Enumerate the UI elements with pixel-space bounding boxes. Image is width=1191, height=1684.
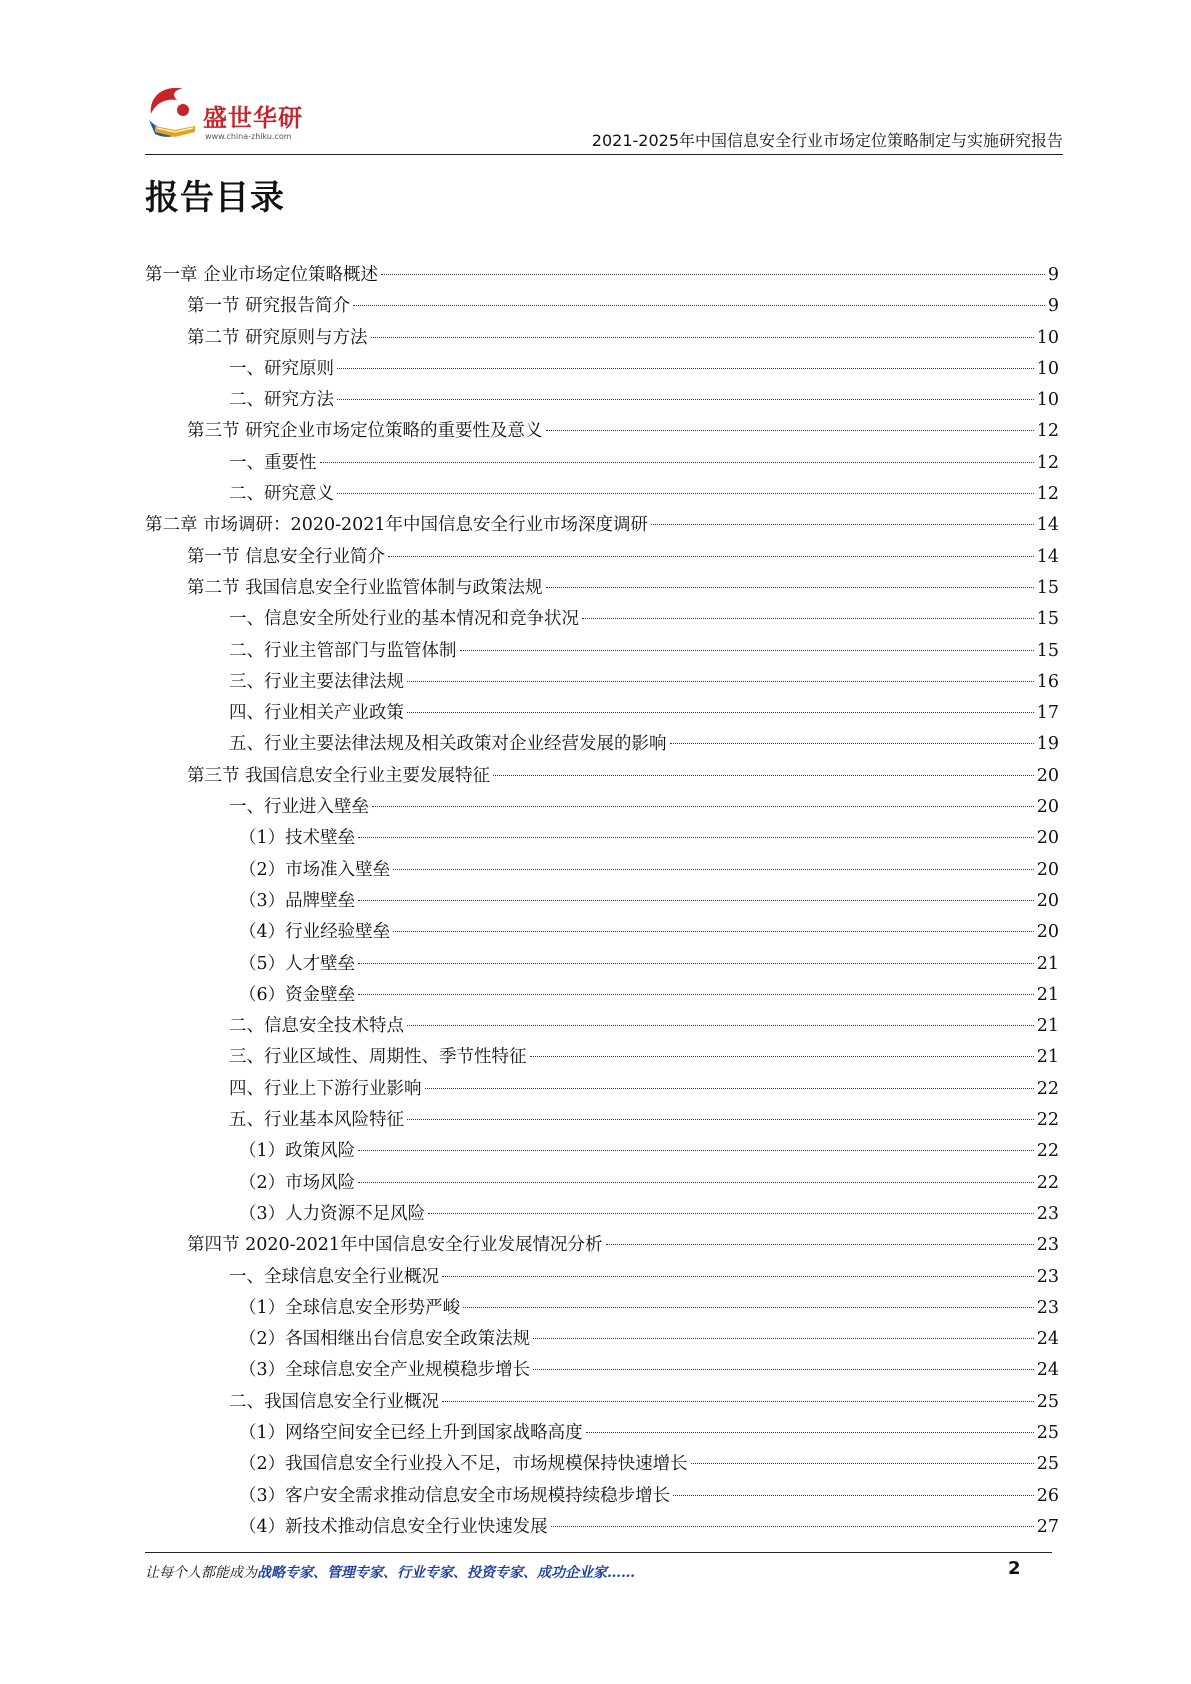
- toc-entry-title: 一、研究原则: [229, 358, 334, 379]
- page-header: [145, 82, 1063, 160]
- toc-dot-leader: [442, 1401, 1034, 1402]
- toc-entry[interactable]: [145, 604, 1059, 635]
- toc-dot-leader: [463, 1307, 1034, 1308]
- toc-entry[interactable]: [145, 667, 1059, 698]
- toc-dot-leader: [407, 1025, 1034, 1026]
- toc-page-number: 21: [1036, 953, 1059, 974]
- toc-page-number: 12: [1036, 484, 1059, 505]
- toc-entry-title: 二、研究方法: [229, 390, 334, 411]
- toc-dot-leader: [353, 305, 1045, 306]
- toc-entry-title: 第二节 研究原则与方法: [187, 327, 368, 348]
- toc-entry[interactable]: [145, 1355, 1059, 1386]
- toc-page-number: 15: [1036, 609, 1059, 630]
- toc-entry-title: （2）市场准入壁垒: [239, 859, 391, 880]
- toc-page-number: 21: [1036, 984, 1059, 1005]
- toc-entry[interactable]: [145, 698, 1059, 729]
- toc-entry[interactable]: [145, 1042, 1059, 1073]
- toc-entry[interactable]: [145, 636, 1059, 667]
- toc-page-number: 14: [1036, 546, 1059, 567]
- toc-page-number: 17: [1036, 703, 1059, 724]
- toc-dot-leader: [533, 1338, 1034, 1339]
- toc-entry-title: 二、行业主管部门与监管体制: [229, 640, 457, 661]
- toc-entry-title: 一、重要性: [229, 452, 317, 473]
- toc-entry[interactable]: [145, 291, 1059, 322]
- toc-dot-leader: [407, 1119, 1034, 1120]
- company-logo: [145, 82, 345, 152]
- toc-entry-title: （2）市场风险: [239, 1172, 356, 1193]
- toc-entry-title: （5）人才壁垒: [239, 953, 356, 974]
- toc-entry[interactable]: [145, 729, 1059, 760]
- toc-entry[interactable]: [145, 980, 1059, 1011]
- toc-page-number: 24: [1036, 1329, 1059, 1350]
- toc-page-number: 20: [1036, 797, 1059, 818]
- toc-entry-title: （3）全球信息安全产业规模稳步增长: [239, 1360, 531, 1381]
- toc-page-number: 22: [1036, 1141, 1059, 1162]
- toc-entry-title: 第四节 2020-2021年中国信息安全行业发展情况分析: [187, 1235, 603, 1256]
- toc-entry-title: 二、信息安全技术特点: [229, 1016, 404, 1037]
- toc-entry[interactable]: [145, 1293, 1059, 1324]
- toc-page-number: 25: [1036, 1391, 1059, 1412]
- toc-dot-leader: [651, 524, 1034, 525]
- toc-entry[interactable]: [145, 823, 1059, 854]
- toc-page-number: 23: [1036, 1297, 1059, 1318]
- toc-entry-title: （2）我国信息安全行业投入不足，市场规模保持快速增长: [239, 1454, 688, 1475]
- toc-dot-leader: [533, 1369, 1034, 1370]
- toc-entry-title: 五、行业主要法律法规及相关政策对企业经营发展的影响: [229, 734, 667, 755]
- toc-dot-leader: [407, 712, 1034, 713]
- toc-entry[interactable]: [145, 1168, 1059, 1199]
- toc-entry[interactable]: [145, 1324, 1059, 1355]
- toc-entry[interactable]: [145, 1074, 1059, 1105]
- logo-url: www.china-zhiku.com: [205, 132, 292, 141]
- toc-entry-title: 第二章 市场调研：2020-2021年中国信息安全行业市场深度调研: [145, 515, 649, 536]
- toc-entry-title: 三、行业主要法律法规: [229, 671, 404, 692]
- toc-entry-title: 第三节 研究企业市场定位策略的重要性及意义: [187, 421, 543, 442]
- toc-dot-leader: [388, 556, 1034, 557]
- toc-page-number: 19: [1036, 734, 1059, 755]
- toc-entry-title: 第一节 信息安全行业简介: [187, 546, 386, 567]
- toc-dot-leader: [493, 775, 1034, 776]
- toc-entry-title: 第三节 我国信息安全行业主要发展特征: [187, 765, 491, 786]
- toc-entry[interactable]: [145, 917, 1059, 948]
- toc-entry-title: 四、行业相关产业政策: [229, 703, 404, 724]
- toc-dot-leader: [393, 869, 1034, 870]
- toc-dot-leader: [337, 399, 1034, 400]
- document-title: 2021-2025年中国信息安全行业市场定位策略制定与实施研究报告: [591, 131, 1063, 150]
- footer-divider: [145, 1552, 1052, 1553]
- toc-dot-leader: [606, 1244, 1034, 1245]
- toc-page-number: 15: [1036, 640, 1059, 661]
- toc-entry[interactable]: [145, 354, 1059, 385]
- toc-entry-title: 一、全球信息安全行业概况: [229, 1266, 439, 1287]
- toc-page-number: 21: [1036, 1047, 1059, 1068]
- toc-entry[interactable]: [145, 1136, 1059, 1167]
- toc-entry-title: （3）人力资源不足风险: [239, 1203, 426, 1224]
- toc-entry[interactable]: [145, 542, 1059, 573]
- toc-page-number: 14: [1036, 515, 1059, 536]
- toc-dot-leader: [358, 1150, 1034, 1151]
- toc-dot-leader: [358, 1182, 1034, 1183]
- toc-page-number: 20: [1036, 922, 1059, 943]
- toc-entry-title: 五、行业基本风险特征: [229, 1110, 404, 1131]
- toc-entry[interactable]: [145, 323, 1059, 354]
- toc-entry-title: （3）客户安全需求推动信息安全市场规模持续稳步增长: [239, 1485, 671, 1506]
- toc-dot-leader: [358, 900, 1034, 901]
- toc-entry[interactable]: [145, 1481, 1059, 1512]
- page-number: 2: [1008, 1558, 1021, 1579]
- toc-entry[interactable]: [145, 1449, 1059, 1480]
- toc-entry[interactable]: [145, 949, 1059, 980]
- toc-dot-leader: [673, 1495, 1034, 1496]
- toc-dot-leader: [428, 1213, 1034, 1214]
- toc-dot-leader: [337, 493, 1034, 494]
- slogan-highlight: 战略专家、管理专家、行业专家、投资专家、成功企业家……: [257, 1565, 635, 1581]
- toc-entry-title: （3）品牌壁垒: [239, 890, 356, 911]
- toc-entry[interactable]: [145, 1262, 1059, 1293]
- toc-page-number: 25: [1036, 1422, 1059, 1443]
- toc-page-number: 20: [1036, 765, 1059, 786]
- toc-entry[interactable]: [145, 573, 1059, 604]
- toc-page-number: 12: [1036, 421, 1059, 442]
- toc-entry[interactable]: [145, 479, 1059, 510]
- toc-entry-title: （2）各国相继出台信息安全政策法规: [239, 1329, 531, 1350]
- toc-dot-leader: [582, 618, 1034, 619]
- toc-entry[interactable]: [145, 1230, 1059, 1261]
- logo-name: 盛世华研: [203, 104, 303, 132]
- toc-entry-title: （1）全球信息安全形势严峻: [239, 1297, 461, 1318]
- toc-page-number: 21: [1036, 1016, 1059, 1037]
- toc-entry-title: 第二节 我国信息安全行业监管体制与政策法规: [187, 577, 543, 598]
- toc-entry-title: 四、行业上下游行业影响: [229, 1078, 422, 1099]
- toc-entry[interactable]: [145, 1512, 1059, 1543]
- toc-entry[interactable]: [145, 1387, 1059, 1418]
- toc-dot-leader: [358, 837, 1034, 838]
- toc-dot-leader: [320, 462, 1034, 463]
- toc-page-number: 25: [1036, 1454, 1059, 1475]
- toc-page-number: 22: [1036, 1078, 1059, 1099]
- footer-slogan: [145, 1562, 635, 1582]
- toc-dot-leader: [425, 1088, 1034, 1089]
- toc-page-number: 10: [1036, 327, 1059, 348]
- header-divider: [145, 154, 1063, 155]
- toc-dot-leader: [393, 931, 1034, 932]
- toc-entry[interactable]: [145, 510, 1059, 541]
- toc-entry[interactable]: [145, 886, 1059, 917]
- toc-entry[interactable]: [145, 761, 1059, 792]
- toc-page-number: 20: [1036, 890, 1059, 911]
- toc-dot-leader: [586, 1432, 1034, 1433]
- toc-dot-leader: [407, 681, 1034, 682]
- toc-page-number: 9: [1047, 296, 1059, 317]
- toc-entry[interactable]: [145, 1199, 1059, 1230]
- toc-dot-leader: [530, 1056, 1034, 1057]
- toc-entry-title: （4）新技术推动信息安全行业快速发展: [239, 1516, 548, 1537]
- toc-entry[interactable]: [145, 855, 1059, 886]
- toc-page-number: 15: [1036, 577, 1059, 598]
- toc-entry-title: 一、行业进入壁垒: [229, 797, 369, 818]
- toc-entry[interactable]: [145, 385, 1059, 416]
- toc-page-number: 10: [1036, 358, 1059, 379]
- toc-dot-leader: [358, 994, 1034, 995]
- toc-dot-leader: [691, 1463, 1034, 1464]
- toc-entry-title: 二、我国信息安全行业概况: [229, 1391, 439, 1412]
- toc-entry[interactable]: [145, 260, 1059, 291]
- toc-dot-leader: [381, 274, 1045, 275]
- toc-entry-title: 三、行业区域性、周期性、季节性特征: [229, 1047, 527, 1068]
- toc-entry[interactable]: [145, 1418, 1059, 1449]
- toc-page-number: 26: [1036, 1485, 1059, 1506]
- toc-dot-leader: [546, 430, 1034, 431]
- toc-entry-title: 二、研究意义: [229, 484, 334, 505]
- toc-page-number: 23: [1036, 1203, 1059, 1224]
- toc-page-number: 20: [1036, 859, 1059, 880]
- toc-page-number: 9: [1047, 265, 1059, 285]
- toc-entry[interactable]: [145, 1011, 1059, 1042]
- toc-entry-title: （1）政策风险: [239, 1141, 356, 1162]
- toc-dot-leader: [546, 587, 1034, 588]
- toc-page-number: 10: [1036, 390, 1059, 411]
- toc-dot-leader: [670, 743, 1034, 744]
- toc-dot-leader: [460, 650, 1034, 651]
- table-of-contents: [145, 260, 1059, 1543]
- toc-page-number: 20: [1036, 828, 1059, 849]
- toc-page-number: 12: [1036, 452, 1059, 473]
- page-title: 报告目录: [145, 178, 285, 218]
- toc-entry-title: 第一节 研究报告简介: [187, 296, 351, 317]
- toc-page-number: 23: [1036, 1266, 1059, 1287]
- toc-entry[interactable]: [145, 416, 1059, 447]
- toc-entry-title: （6）资金壁垒: [239, 984, 356, 1005]
- toc-dot-leader: [371, 337, 1034, 338]
- toc-entry-title: （4）行业经验壁垒: [239, 922, 391, 943]
- toc-entry-title: 一、信息安全所处行业的基本情况和竞争状况: [229, 609, 579, 630]
- toc-entry[interactable]: [145, 792, 1059, 823]
- toc-entry-title: （1）技术壁垒: [239, 828, 356, 849]
- logo-emblem-icon: [145, 82, 205, 146]
- toc-dot-leader: [358, 963, 1034, 964]
- toc-page-number: 22: [1036, 1110, 1059, 1131]
- toc-dot-leader: [372, 806, 1034, 807]
- toc-entry-title: 第一章 企业市场定位策略概述: [145, 265, 379, 285]
- toc-page-number: 23: [1036, 1235, 1059, 1256]
- toc-entry-title: （1）网络空间安全已经上升到国家战略高度: [239, 1422, 583, 1443]
- toc-dot-leader: [337, 368, 1034, 369]
- toc-page-number: 27: [1036, 1516, 1059, 1537]
- toc-entry[interactable]: [145, 1105, 1059, 1136]
- toc-dot-leader: [551, 1526, 1034, 1527]
- toc-page-number: 16: [1036, 671, 1059, 692]
- toc-page-number: 24: [1036, 1360, 1059, 1381]
- toc-page-number: 22: [1036, 1172, 1059, 1193]
- toc-entry[interactable]: [145, 448, 1059, 479]
- slogan-prefix: 让每个人都能成为: [145, 1565, 257, 1581]
- toc-dot-leader: [442, 1276, 1034, 1277]
